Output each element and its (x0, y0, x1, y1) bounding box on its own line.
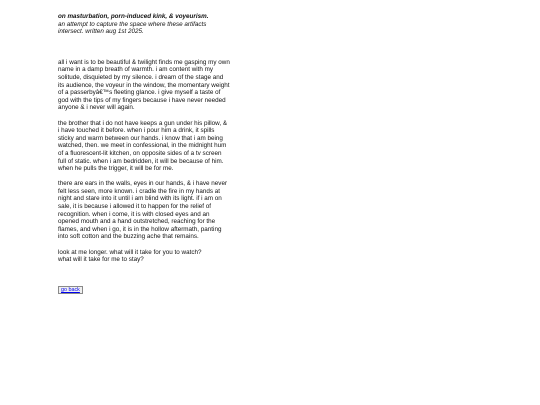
essay-paragraph-1: all i want is to be beautiful & twilight finds me gasping my own name in a damp breath of warmth. i am content with my solitude, disquieted by my silence. i dream of the stage and its audience, the voyeur in the window, the momentary weight of a passerbyâ€™s fleeting glance. i give myself a taste of god with the tips of my fingers because i have never needed anyone & i never will again. (58, 58, 230, 112)
closing-line-1: look at me longer. what will it take for you to watch? (58, 248, 202, 256)
essay-paragraph-2: the brother that i do not have keeps a gun under his pillow, & i have touched it before. when i pour him a drink, it spills sticky and warm between our hands. i know that i am being watched, then. we meet in confessional, in the midnight hum of a fluorescent-lit kitchen, on opposite sides of a tv screen full of static. when i am bedridden, it will be because of him. when he pulls the trigger, it will be for me. (58, 119, 228, 173)
closing-line-2: what will it take for me to stay? (58, 256, 144, 264)
closing-stanza (58, 249, 230, 264)
essay-container (58, 13, 230, 294)
essay-title: on masturbation, porn-induced kink, & voyeurism. (58, 13, 209, 20)
go-back-button[interactable]: go back (58, 286, 83, 295)
essay-subtitle: an attempt to capture the space where these artifacts intersect. written aug 1st 2025. (58, 20, 207, 36)
essay-paragraph-3: there are ears in the walls, eyes in our hands, & i have never felt less seen, more known. i cradle the fire in my hands at night and stare into it until i am blind with its light. if i am on sale, it is because i allowed it to happen for the relief of recognition. when i come, it is with closed eyes and an opened mouth and a hand outstretched, reaching for the flames, and when i go, it is in the hollow aftermath, panting into soft cotton and the buzzing ache that remains. (58, 180, 228, 241)
